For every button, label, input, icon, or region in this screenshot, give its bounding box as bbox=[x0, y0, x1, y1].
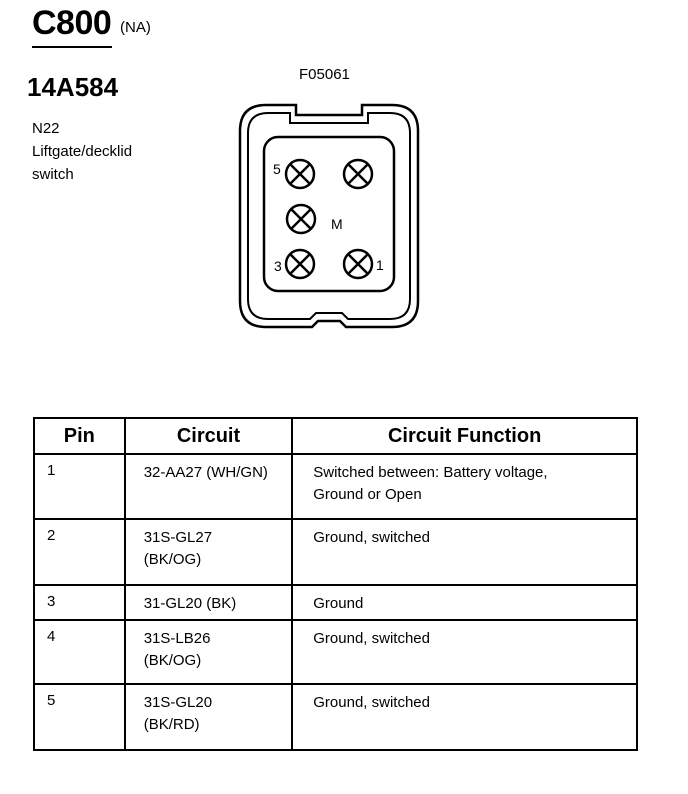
circuit-cell bbox=[125, 620, 293, 684]
circuit-line: 32-AA27 (WH/GN) bbox=[143, 464, 268, 481]
location-code: N22 bbox=[32, 120, 60, 137]
table-header-row bbox=[34, 418, 637, 454]
pin-2-cavity bbox=[287, 205, 315, 233]
table-row bbox=[34, 620, 637, 684]
pin-cell: 5 bbox=[34, 684, 125, 750]
table-row bbox=[34, 585, 637, 620]
connector-diagram bbox=[234, 103, 424, 333]
circuit-cell bbox=[125, 585, 293, 620]
circuit-cell bbox=[125, 519, 293, 585]
function-line: Ground or Open bbox=[313, 486, 422, 503]
pin-label-3: 3 bbox=[274, 258, 282, 274]
circuit-line: (BK/OG) bbox=[143, 551, 202, 568]
table-row bbox=[34, 519, 637, 585]
function-line: Switched between: Battery voltage, bbox=[313, 464, 548, 481]
function-line: Ground, switched bbox=[313, 630, 430, 647]
connector-housing-outer bbox=[240, 105, 418, 327]
circuit-line: (BK/RD) bbox=[143, 716, 200, 733]
function-cell bbox=[292, 519, 637, 585]
table-row bbox=[34, 684, 637, 750]
header-pin: Pin bbox=[34, 418, 125, 454]
circuit-line: (BK/OG) bbox=[143, 652, 202, 669]
pin-cell: 4 bbox=[34, 620, 125, 684]
pin-5-cavity bbox=[286, 160, 314, 188]
circuit-cell bbox=[125, 684, 293, 750]
pin-1-cavity bbox=[344, 250, 372, 278]
circuit-line: 31-GL20 (BK) bbox=[143, 595, 237, 612]
pin-cell: 2 bbox=[34, 519, 125, 585]
circuit-cell bbox=[125, 454, 293, 519]
part-number: 14A584 bbox=[27, 72, 119, 102]
function-line: Ground bbox=[313, 595, 364, 612]
connector-housing-inner bbox=[248, 113, 410, 319]
header-function: Circuit Function bbox=[292, 418, 637, 454]
pin-3-cavity bbox=[286, 250, 314, 278]
circuit-line: 31S-LB26 bbox=[143, 630, 211, 647]
pin-table bbox=[33, 417, 638, 751]
connector-id: C800 bbox=[32, 4, 112, 42]
figure-code: F05061 bbox=[299, 66, 350, 83]
function-line: Ground, switched bbox=[313, 529, 430, 546]
pin-cell: 3 bbox=[34, 585, 125, 620]
function-cell bbox=[292, 454, 637, 519]
pin-label-5: 5 bbox=[273, 161, 281, 177]
header-circuit: Circuit bbox=[125, 418, 293, 454]
pin-label-m: M bbox=[331, 216, 343, 232]
function-cell bbox=[292, 620, 637, 684]
connector-face bbox=[264, 137, 394, 291]
pin-label-1: 1 bbox=[376, 257, 384, 273]
description-line-2: switch bbox=[32, 166, 74, 183]
market-tag: (NA) bbox=[120, 19, 151, 36]
description-line-1: Liftgate/decklid bbox=[32, 143, 133, 160]
function-cell bbox=[292, 585, 637, 620]
table-row bbox=[34, 454, 637, 519]
function-cell bbox=[292, 684, 637, 750]
function-line: Ground, switched bbox=[313, 694, 430, 711]
circuit-line: 31S-GL27 bbox=[143, 529, 213, 546]
connector-id-underline bbox=[32, 46, 112, 48]
pin-4-cavity bbox=[344, 160, 372, 188]
pin-cell: 1 bbox=[34, 454, 125, 519]
circuit-line: 31S-GL20 bbox=[143, 694, 213, 711]
